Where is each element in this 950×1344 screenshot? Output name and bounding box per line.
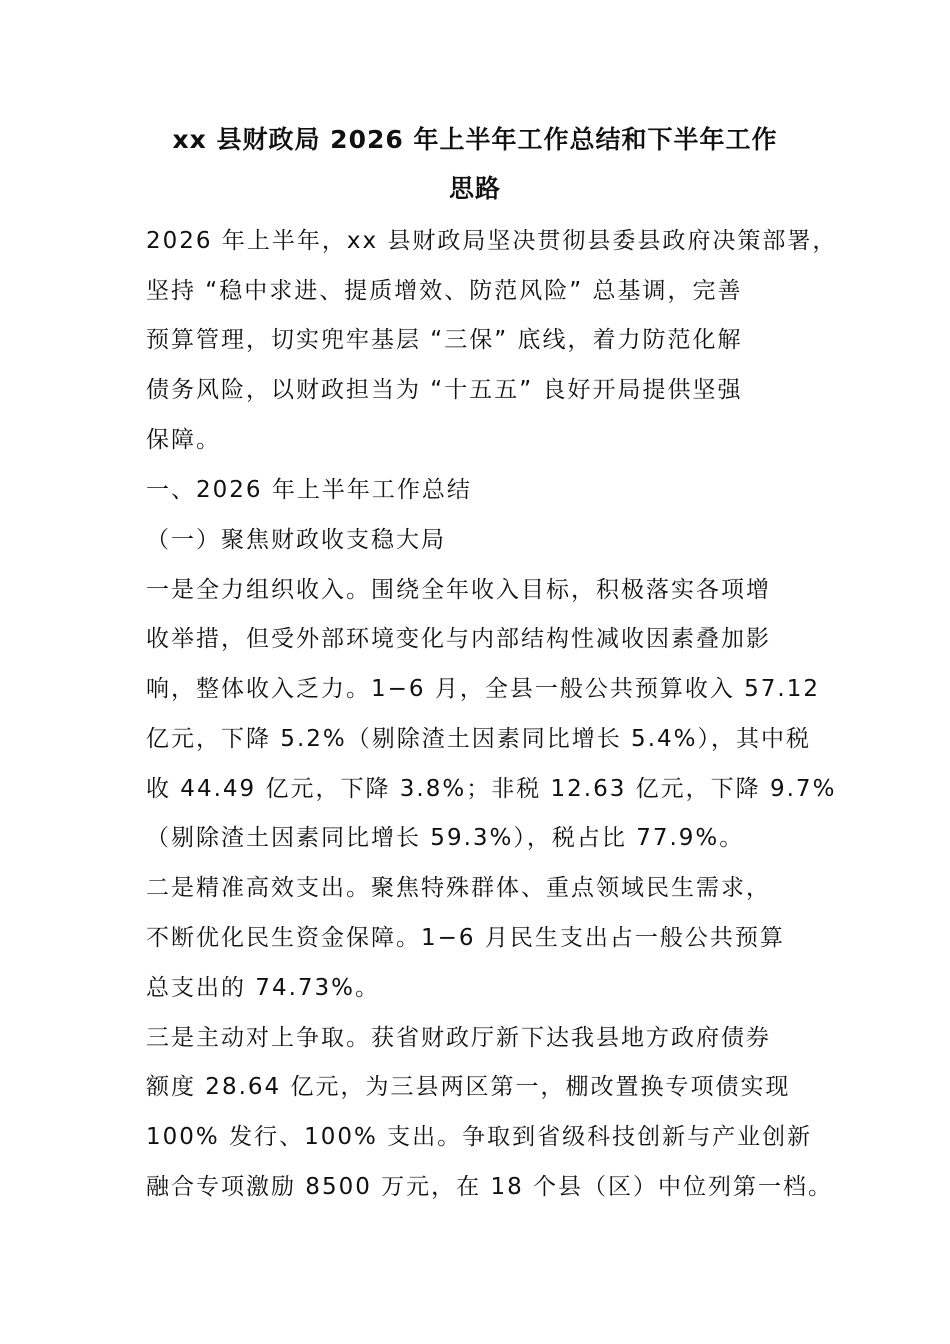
paragraph-2-line-2: 不断优化民生资金保障。1−6 月民生支出占一般公共预算 [146, 925, 785, 951]
paragraph-2-line-1: 二是精准高效支出。聚焦特殊群体、重点领域民生需求， [146, 875, 771, 901]
paragraph-3-line-2: 额度 28.64 亿元，为三县两区第一，棚改置换专项债实现 [146, 1074, 791, 1100]
paragraph-2-line-3: 总支出的 74.73%。 [146, 975, 381, 1001]
paragraph-3-line-4: 融合专项激励 8500 万元，在 18 个县（区）中位列第一档。 [146, 1174, 834, 1200]
document-title-line-2: 思路 [448, 174, 501, 203]
paragraph-1-line-5: 收 44.49 亿元，下降 3.8%；非税 12.63 亿元，下降 9.7% [146, 776, 837, 802]
paragraph-1-line-6: （剔除渣土因素同比增长 59.3%），税占比 77.9%。 [146, 825, 745, 851]
paragraph-1-line-3: 响，整体收入乏力。1−6 月，全县一般公共预算收入 57.12 [146, 676, 821, 702]
section-heading: 一、2026 年上半年工作总结 [146, 477, 472, 503]
intro-line-3: 预算管理，切实兜牢基层 “三保” 底线，着力防范化解 [146, 327, 743, 353]
intro-line-5: 保障。 [146, 427, 221, 453]
intro-line-4: 债务风险，以财政担当为 “十五五” 良好开局提供坚强 [146, 377, 743, 403]
intro-line-2: 坚持 “稳中求进、提质增效、防范风险” 总基调，完善 [146, 278, 743, 304]
paragraph-1-line-4: 亿元，下降 5.2%（剔除渣土因素同比增长 5.4%），其中税 [146, 726, 811, 752]
paragraph-3-line-1: 三是主动对上争取。获省财政厅新下达我县地方政府债券 [146, 1025, 771, 1051]
paragraph-1-line-1: 一是全力组织收入。围绕全年收入目标，积极落实各项增 [146, 577, 771, 603]
subsection-heading: （一）聚焦财政收支稳大局 [146, 527, 446, 553]
intro-line-1: 2026 年上半年，xx 县财政局坚决贯彻县委县政府决策部署， [146, 228, 838, 254]
document-title-line-1: xx 县财政局 2026 年上半年工作总结和下半年工作 [172, 125, 778, 154]
paragraph-3-line-3: 100% 发行、100% 支出。争取到省级科技创新与产业创新 [146, 1124, 813, 1150]
paragraph-1-line-2: 收举措，但受外部环境变化与内部结构性减收因素叠加影 [146, 626, 771, 652]
